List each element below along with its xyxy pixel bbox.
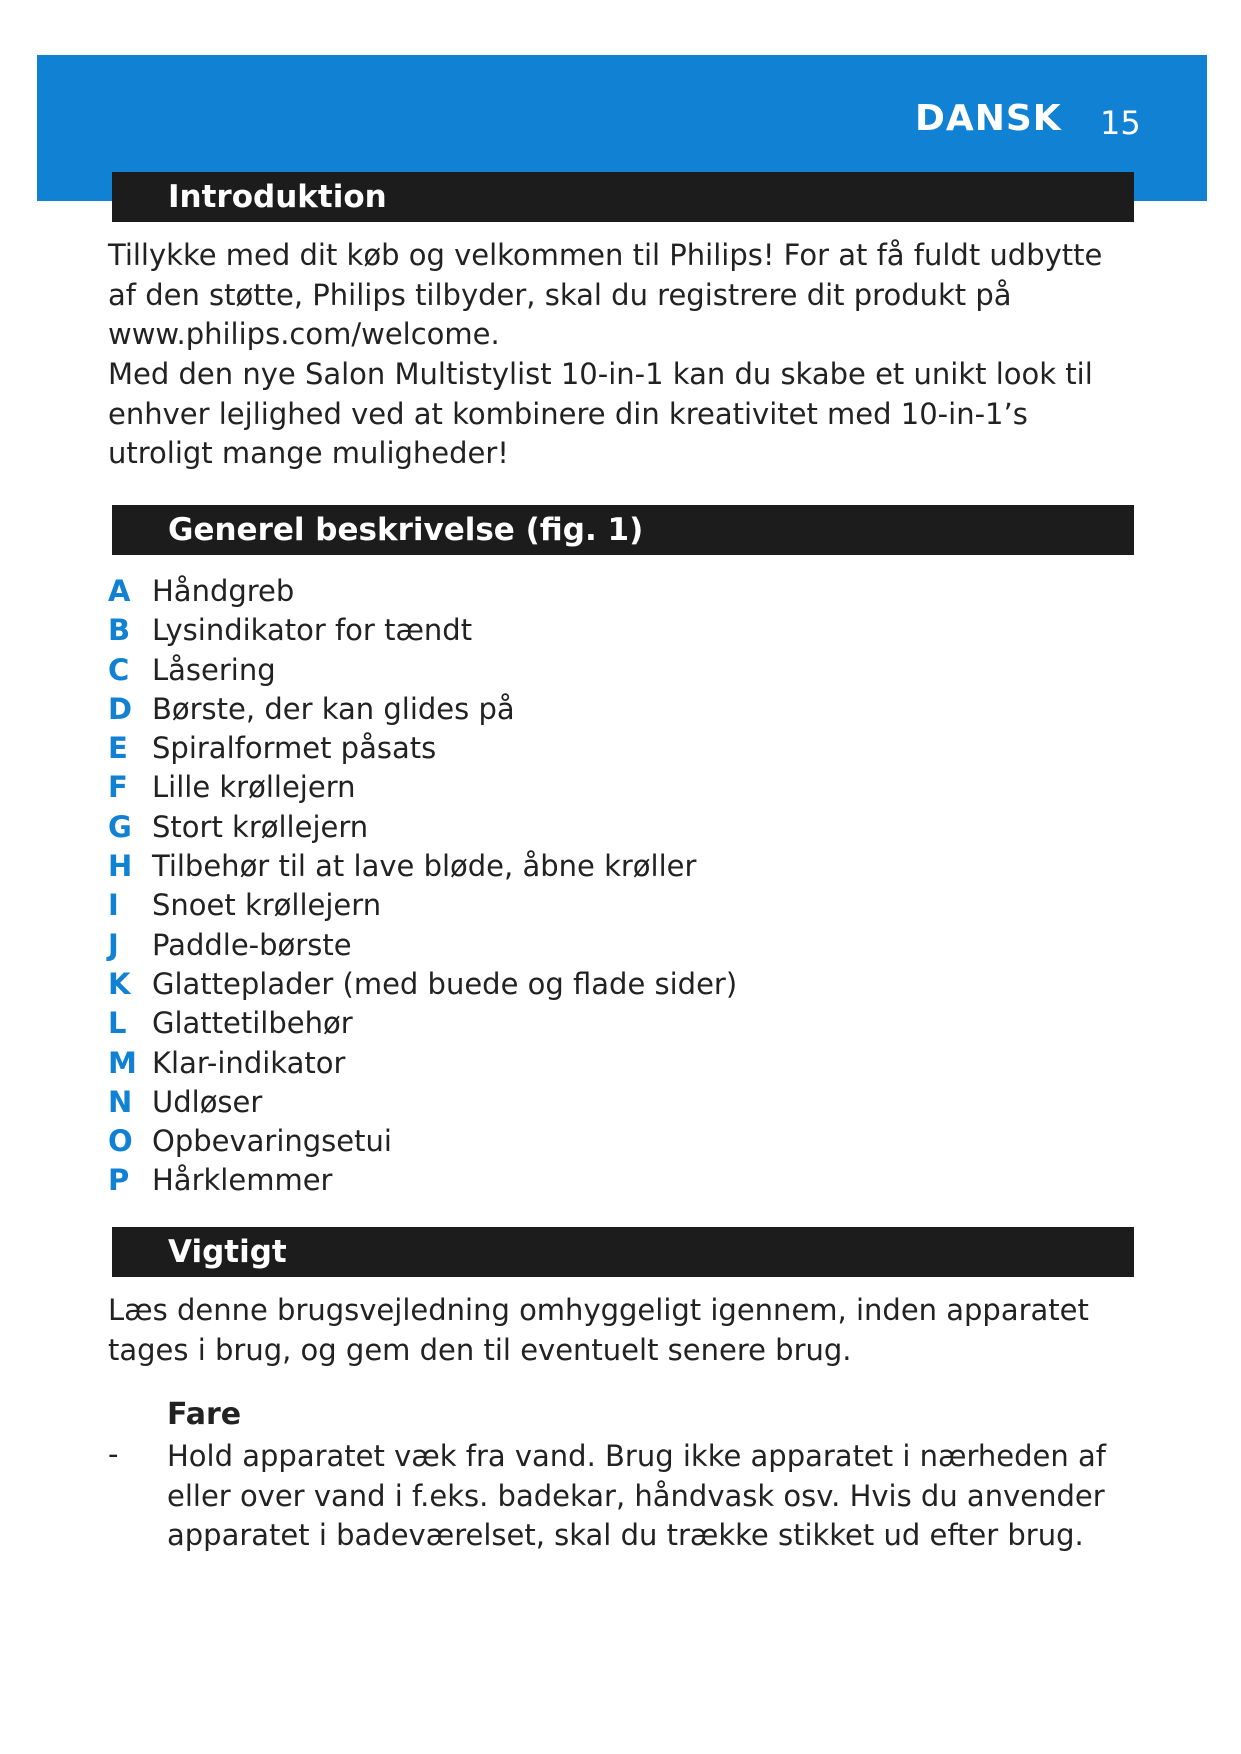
item-letter: M xyxy=(108,1045,137,1080)
item-label: Håndgreb xyxy=(152,574,295,608)
list-item xyxy=(108,926,737,965)
item-label: Paddle-børste xyxy=(152,927,352,962)
item-letter: D xyxy=(108,691,133,726)
danger-text: Hold apparatet væk fra vand. Brug ikke apparatet i nærheden af eller over vand i f.eks. badekar, håndvask osv. Hvis du anvender apparatet i badeværelset, skal du trække stikket ud efter brug. xyxy=(167,1439,1106,1552)
item-letter: N xyxy=(108,1084,133,1119)
list-item xyxy=(108,965,737,1004)
item-label: Opbevaringsetui xyxy=(152,1124,392,1159)
section-heading-general-description: Generel beskrivelse (fig. 1) xyxy=(112,505,1134,555)
item-label: Børste, der kan glides på xyxy=(152,691,515,726)
list-item xyxy=(108,1161,737,1200)
item-letter: C xyxy=(108,652,130,687)
list-item xyxy=(108,1122,737,1161)
item-label: Udløser xyxy=(152,1084,263,1119)
item-label: Snoet krøllejern xyxy=(152,888,382,923)
item-letter: F xyxy=(108,770,128,805)
parts-list xyxy=(108,572,737,1201)
item-label: Spiralformet påsats xyxy=(152,731,437,766)
item-label: Glatteplader (med buede og flade sider) xyxy=(152,966,738,1001)
item-letter: K xyxy=(108,966,131,1001)
item-label: Lysindikator for tændt xyxy=(152,613,473,648)
danger-title: Fare xyxy=(167,1397,242,1432)
list-item xyxy=(108,886,737,925)
item-label: Hårklemmer xyxy=(152,1163,333,1198)
page-number: 15 xyxy=(1100,104,1141,142)
list-item xyxy=(108,651,737,690)
bullet-marker: - xyxy=(108,1437,119,1471)
item-label: Lille krøllejern xyxy=(152,770,356,805)
item-letter: P xyxy=(108,1163,130,1198)
section-heading-important: Vigtigt xyxy=(112,1227,1134,1277)
item-label: Stort krøllejern xyxy=(152,809,369,844)
item-label: Klar-indikator xyxy=(152,1045,346,1080)
list-item xyxy=(108,808,737,847)
list-item xyxy=(108,572,737,611)
list-item xyxy=(108,847,737,886)
item-letter: H xyxy=(108,849,133,884)
item-letter: A xyxy=(108,574,131,608)
list-item xyxy=(108,1044,737,1083)
item-letter: L xyxy=(108,1006,127,1041)
item-letter: G xyxy=(108,809,132,844)
intro-paragraph-2: Med den nye Salon Multistylist 10-in-1 kan du skabe et unikt look til enhver lejlighed ved at kombinere din kreativitet med 10-in-1’s utroligt mange muligheder! xyxy=(108,357,1093,470)
item-letter: B xyxy=(108,613,131,648)
item-label: Låsering xyxy=(152,652,276,687)
list-item xyxy=(108,1004,737,1043)
item-label: Glattetilbehør xyxy=(152,1006,353,1041)
item-letter: O xyxy=(108,1124,133,1159)
item-letter: I xyxy=(108,888,119,923)
language-label: DANSK xyxy=(915,98,1062,139)
list-item xyxy=(108,611,737,650)
item-letter: J xyxy=(108,927,119,962)
list-item xyxy=(108,1083,737,1122)
item-letter: E xyxy=(108,731,128,766)
item-label: Tilbehør til at lave bløde, åbne krøller xyxy=(152,849,697,884)
important-paragraph: Læs denne brugsvejledning omhyggeligt igennem, inden apparatet tages i brug, og gem den til eventuelt senere brug. xyxy=(108,1293,1089,1367)
list-item xyxy=(108,690,737,729)
intro-paragraph-1: Tillykke med dit køb og velkommen til Philips! For at få fuldt udbytte af den støtte, Philips tilbyder, skal du registrere dit produkt på www.philips.com/welcome. xyxy=(108,238,1103,351)
list-item xyxy=(108,729,737,768)
section-heading-introduction: Introduktion xyxy=(112,172,1134,222)
list-item xyxy=(108,768,737,807)
